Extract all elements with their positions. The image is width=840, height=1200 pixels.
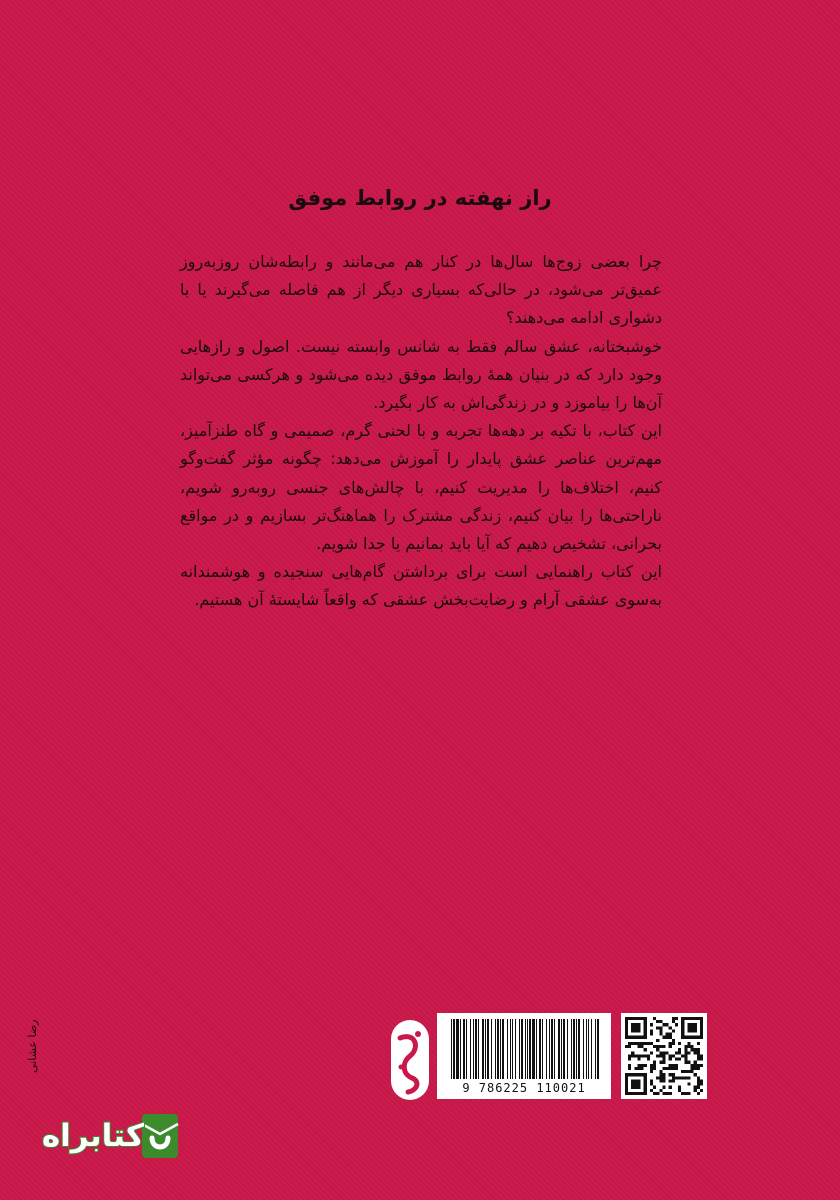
ketabrah-logo-text: کتابراه [41, 1118, 144, 1154]
isbn-number: 9 786225 110021 [462, 1081, 586, 1095]
cover-designer-credit: رضا عشانی [26, 1020, 39, 1074]
ketabrah-logo-icon [140, 1110, 180, 1162]
blurb-paragraph-1: چرا بعضی زوج‌ها سال‌ها در کنار هم می‌مانند و رابطه‌شان روزبه‌روز عمیق‌تر می‌شود، در حالی‌که بسیاری دیگر از هم فاصله می‌گیرند یا با دشواری ادامه می‌دهند؟ [180, 252, 662, 328]
barcode-bars [449, 1019, 603, 1079]
book-title: راز نهفته در روابط موفق [288, 186, 552, 210]
blurb [180, 248, 662, 615]
qr-code-icon [621, 1013, 707, 1099]
ketabrah-logo [30, 1106, 182, 1166]
blurb-paragraph-3: این کتاب، با تکیه بر دهه‌ها تجربه و با لحنی گرم، صمیمی و گاه طنزآمیز، مهم‌ترین عناصر عشق پایدار را آموزش می‌دهد: چگونه مؤثر گفت‌وگو کنیم، اختلاف‌ها را مدیریت کنیم، با چالش‌های جنسی روبه‌رو شویم، ناراحتی‌ها را بیان کنیم، زندگی مشترک را هماهنگ‌تر بسازیم و در مواقع بحرانی، تشخیص دهیم که آیا باید بمانیم یا جدا شویم. [180, 421, 662, 554]
blurb-paragraph-4: این کتاب راهنمایی است برای برداشتن گام‌هایی سنجیده و هوشمندانه به‌سوی عشقی آرام و رضایت‌بخش عشقی که واقعاً شایستهٔ آن هستیم. [180, 562, 662, 610]
blurb-paragraph-2: خوشبختانه، عشق سالم فقط به شانس وابسته نیست. اصول و رازهایی وجود دارد که در بنیان همهٔ روابط موفق دیده می‌شود و هرکسی می‌تواند آن‌ها را بیاموزد و در زندگی‌اش به کار بگیرد. [180, 336, 662, 413]
isbn-barcode [437, 1013, 611, 1099]
publisher-logo-icon [388, 1018, 432, 1102]
